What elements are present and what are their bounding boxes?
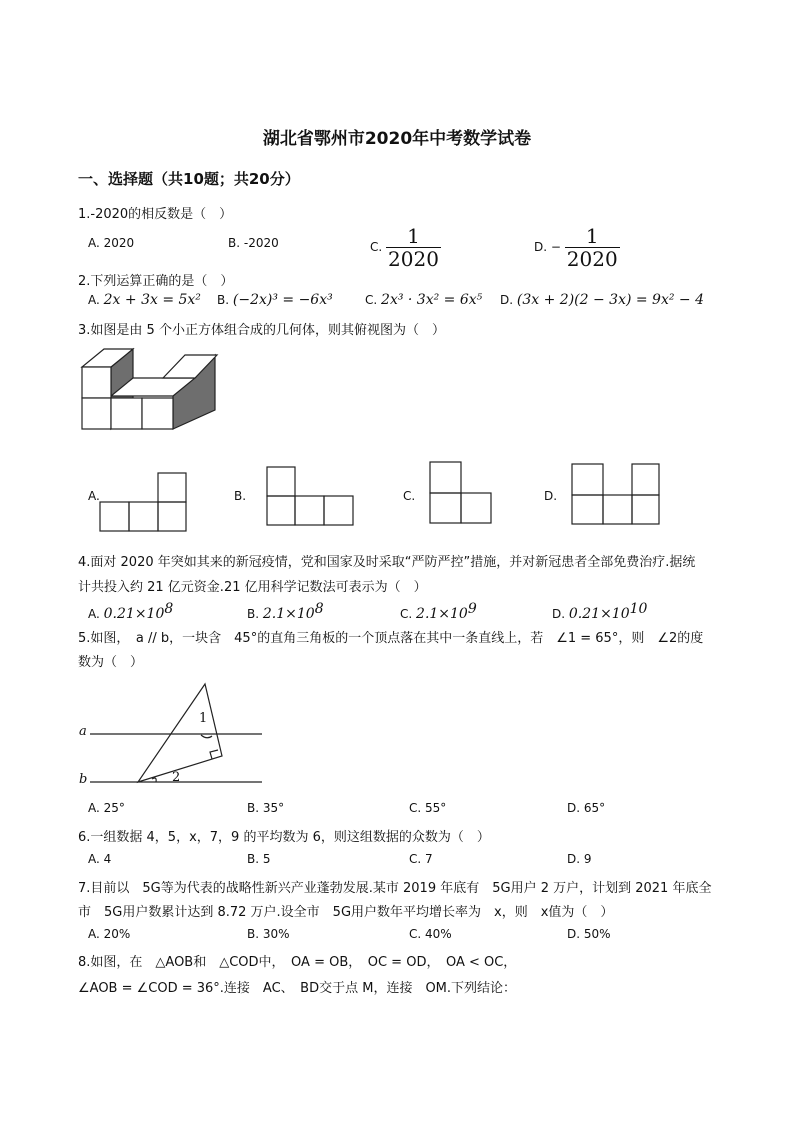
angle-1-label: 1 [199, 711, 208, 726]
question-7-line-1: 7.目前以 5G等为代表的战略性新兴产业蓬勃发展.某市 2019 年底有 5G用户 2 万户，计划到 2021 年底全 [78, 881, 712, 896]
option-label: C. [400, 607, 413, 621]
option-exponent: 10 [629, 601, 648, 617]
q6-option-a: A. 4 [88, 852, 112, 866]
q3-option-a: A. [88, 489, 100, 503]
option-expression: 0.21×10 [568, 606, 630, 622]
q6-option-d: D. 9 [567, 852, 592, 866]
q7-option-b: B. 30% [247, 927, 290, 941]
fraction-denominator: 2020 [388, 247, 439, 271]
line-b-label: b [79, 772, 88, 787]
question-2-stem: 2.下列运算正确的是（ ） [78, 274, 234, 289]
q3-option-c: C. [403, 489, 416, 503]
question-5-line-1: 5.如图， a // b，一块含 45°的直角三角板的一个顶点落在其中一条直线上，若 ∠1 = 65°，则 ∠2的度 [78, 631, 704, 646]
q5-option-d: D. 65° [567, 801, 606, 815]
option-exponent: 9 [467, 601, 477, 617]
question-7-line-2: 市 5G用户数累计达到 8.72 万户.设全市 5G用户数年平均增长率为 x，则 x值为（ ） [78, 905, 614, 920]
option-label: C. [365, 293, 378, 307]
angle-2-label: 2 [172, 770, 181, 785]
option-exponent: 8 [314, 601, 324, 617]
option-expression: 2.1×10 [416, 606, 468, 622]
question-4-line-1: 4.面对 2020 年突如其来的新冠疫情，党和国家及时采取“严防严控”措施，并对新冠患者全部免费治疗.据统 [78, 555, 696, 570]
option-expression: (3x + 2)(2 − 3x) = 9x² − 4 [516, 292, 705, 308]
line-a-label: a [79, 724, 87, 739]
q3-option-d: D. [544, 489, 558, 503]
q1-option-b: B. -2020 [228, 236, 279, 250]
q5-option-b: B. 35° [247, 801, 285, 815]
question-6-stem: 6.一组数据 4，5，x，7，9 的平均数为 6，则这组数据的众数为（ ） [78, 830, 490, 845]
option-label: B. [247, 607, 260, 621]
option-label: D. [552, 607, 566, 621]
q6-option-c: C. 7 [409, 852, 433, 866]
q1-option-a: A. 2020 [88, 236, 135, 250]
question-8-line-2: ∠AOB = ∠COD = 36°.连接 AC、 BD交于点 M，连接 OM.下列结论： [78, 981, 517, 996]
set-square-triangle [138, 684, 222, 782]
option-exponent: 8 [164, 601, 174, 617]
option-expression: 2x + 3x = 5x² [103, 292, 201, 308]
fraction-denominator: 2020 [566, 247, 618, 271]
option-expression: 2x³ · 3x² = 6x⁵ [381, 292, 483, 308]
q7-option-d: D. 50% [567, 927, 611, 941]
q7-option-c: C. 40% [409, 927, 452, 941]
option-expression: 2.1×10 [262, 606, 315, 622]
option-label: D. [500, 293, 514, 307]
question-8-line-1: 8.如图，在 △AOB和 △COD中， OA = OB， OC = OD， OA < OC， [78, 955, 517, 970]
section-heading: 一、选择题（共10题；共20分） [78, 170, 300, 188]
q1-option-c-label: C. [370, 240, 383, 254]
option-expression: (−2x)³ = −6x³ [232, 292, 333, 308]
option-label: A. [88, 607, 100, 621]
page-title: 湖北省鄂州市2020年中考数学试卷 [262, 129, 532, 149]
q3-option-b: B. [234, 489, 247, 503]
fraction-numerator: 1 [585, 224, 599, 248]
option-label: A. [88, 293, 100, 307]
question-1-stem: 1.-2020的相反数是（ ） [78, 207, 233, 222]
option-expression: 0.21×10 [103, 606, 165, 622]
fraction-numerator: 1 [407, 224, 420, 248]
question-5-line-2: 数为（ ） [78, 655, 144, 670]
q7-option-a: A. 20% [88, 927, 131, 941]
angle-1-arc [201, 735, 212, 738]
q5-option-c: C. 55° [409, 801, 447, 815]
option-label: B. [217, 293, 230, 307]
question-3-stem: 3.如图是由 5 个小正方体组合成的几何体，则其俯视图为（ ） [78, 323, 445, 338]
q5-option-a: A. 25° [88, 801, 125, 815]
question-4-line-2: 计共投入约 21 亿元资金.21 亿用科学记数法可表示为（ ） [78, 580, 427, 595]
q1-option-d-label: D. − [534, 240, 561, 254]
q6-option-b: B. 5 [247, 852, 271, 866]
